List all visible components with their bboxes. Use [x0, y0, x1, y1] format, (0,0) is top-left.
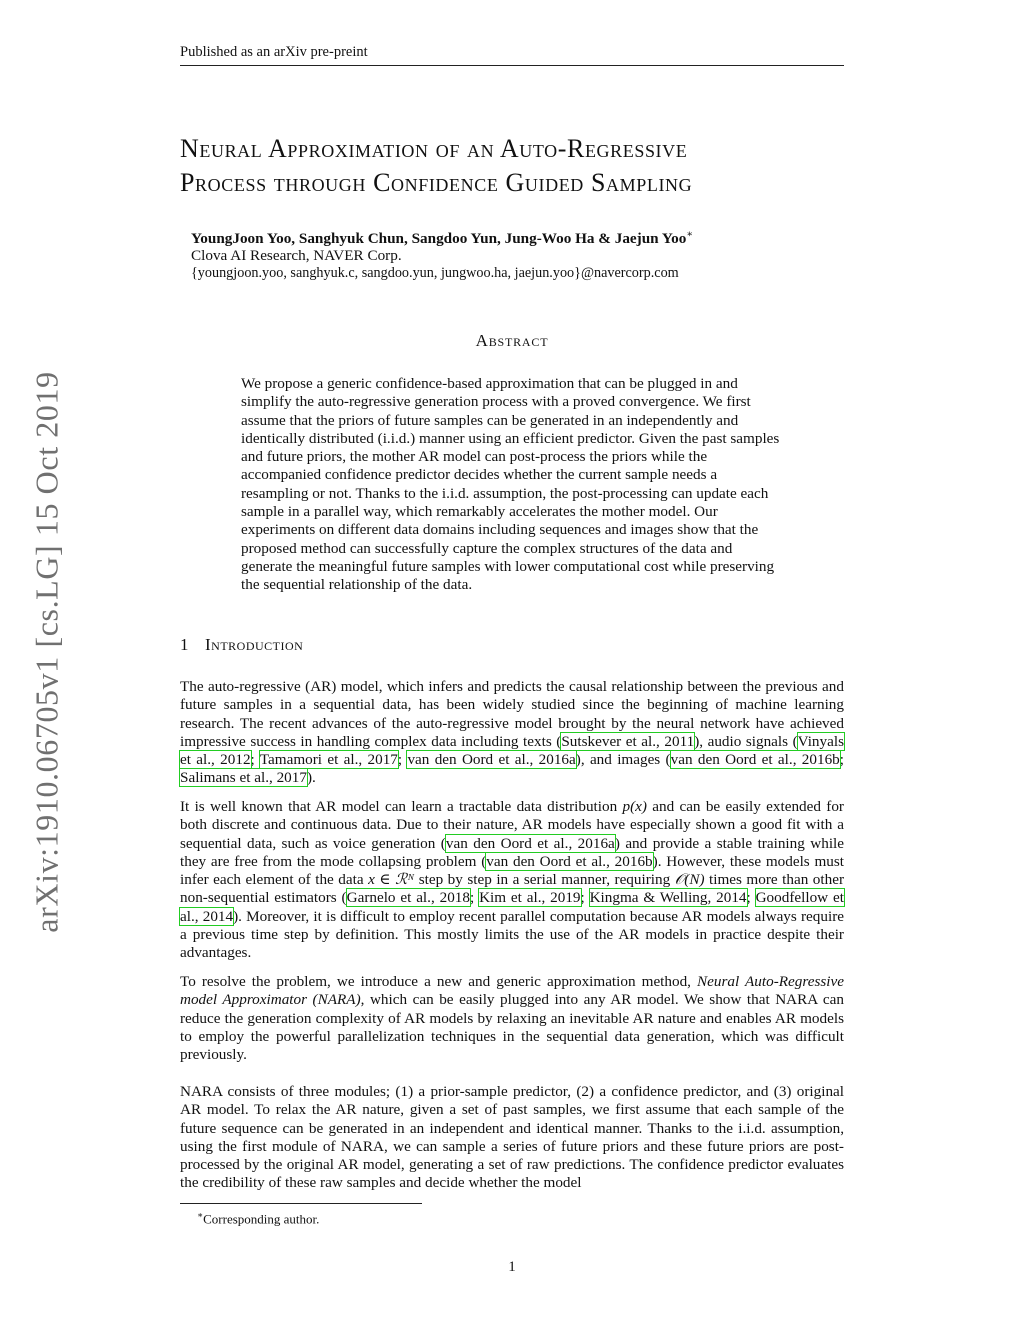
- citation-link[interactable]: van den Oord et al., 2016a: [407, 751, 576, 769]
- section-title: Introduction: [205, 635, 304, 654]
- paragraph-4: NARA consists of three modules; (1) a prior-sample predictor, (2) a confidence predictor, and (3) original AR model. To relax the AR nature, given a set of past samples, we first assume that each sample of the future sequence can be generated in an independent and identical manner. Thanks to the i.i.d. assumption, using the first module of NARA, we can sample a series of future priors and these future priors are post-processed by the original AR model, generating a set of raw predictions. The confidence predictor evaluates the credibility of these raw samples and decide whether the model: [180, 1083, 844, 1192]
- author-emails: {youngjoon.yoo, sanghyuk.c, sangdoo.yun, jungwoo.ha, jaejun.yoo}@navercorp.com: [191, 265, 679, 281]
- paragraph-2: It is well known that AR model can learn a tractable data distribution p(x) and can be easily extended for both discrete and continuous data. Due to their nature, AR models have especially shown a good fit with a sequential data, such as voice generation (van den Oord et al., 2016a) and provide a stable training while they are free from the mode collapsing problem (van den Oord et al., 2016b). However, these models must infer each element of the data x ∈ ℛᴺ step by step in a serial manner, requiring 𝒪(N) times more than other non-sequential estimators (Garnelo et al., 2018; Kim et al., 2019; Kingma & Welling, 2014; Goodfellow et al., 2014). Moreover, it is difficult to employ recent parallel computation because AR models always require a previous time step by definition. This mostly limits the use of the AR models in practice despite their advantages.: [180, 798, 845, 962]
- paper-title-line-1: Neural Approximation of an Auto-Regressive: [180, 134, 688, 163]
- author-footnote-marker: ∗: [686, 229, 694, 240]
- abstract-heading: Abstract: [475, 331, 549, 350]
- footnote-divider: [180, 1203, 422, 1204]
- citation-link[interactable]: Tamamori et al., 2017: [259, 751, 398, 769]
- method-name: Neural Auto-Regressive model Approximator (NARA): [180, 973, 844, 1009]
- citation-link[interactable]: Garnelo et al., 2018: [346, 889, 470, 907]
- author-names: YoungJoon Yoo, Sanghyuk Chun, Sangdoo Yun, Jung-Woo Ha & Jaejun Yoo: [191, 230, 687, 248]
- citation-link[interactable]: Kingma & Welling, 2014: [589, 889, 747, 907]
- citation-link[interactable]: Sutskever et al., 2011: [561, 732, 695, 750]
- citation-link[interactable]: Kim et al., 2019: [479, 889, 581, 907]
- math-expression: x ∈ ℛᴺ: [368, 871, 415, 889]
- affiliation: Clova AI Research, NAVER Corp.: [191, 247, 402, 264]
- arxiv-sidebar-stamp: arXiv:1910.06705v1 [cs.LG] 15 Oct 2019: [28, 371, 65, 933]
- running-header: Published as an arXiv pre-preint: [180, 44, 368, 60]
- paper-title-line-2: Process through Confidence Guided Sampling: [180, 168, 693, 197]
- citation-link[interactable]: van den Oord et al., 2016a: [445, 834, 615, 852]
- page-number: 1: [508, 1259, 516, 1275]
- citation-link[interactable]: Salimans et al., 2017: [180, 769, 307, 787]
- citation-link[interactable]: van den Oord et al., 2016b: [486, 852, 653, 870]
- section-number: 1: [180, 635, 189, 654]
- footnote: [197, 1210, 319, 1227]
- paragraph-3: To resolve the problem, we introduce a new and generic approximation method, Neural Auto-Regressive model Approximator (NARA), which can be easily plugged into any AR model. We show that NARA can reduce the generation complexity of AR models by relaxing an inevitable AR nature and enables AR models to employ the powerful parallelization techniques in the sequential data generation, which was difficult previously.: [180, 973, 844, 1064]
- section-1-heading: [180, 635, 303, 655]
- footnote-text: Corresponding author.: [203, 1211, 320, 1227]
- footnote-marker: ∗: [197, 1210, 204, 1220]
- citation-link[interactable]: Vinyals et al., 2012: [180, 732, 844, 769]
- math-expression: 𝒪(N): [674, 871, 705, 889]
- citation-link[interactable]: van den Oord et al., 2016b: [670, 751, 840, 769]
- author-list: [191, 229, 693, 248]
- header-divider: [180, 65, 844, 66]
- paragraph-1: The auto-regressive (AR) model, which infers and predicts the causal relationship between the previous and future samples in a sequential data, has been widely studied since the beginning of machine learning research. The recent advances of the auto-regressive model brought by the neural network have achieved impressive success in handling complex data including texts (Sutskever et al., 2011), audio signals (Vinyals et al., 2012; Tamamori et al., 2017; van den Oord et al., 2016a), and images (van den Oord et al., 2016b; Salimans et al., 2017).: [180, 678, 845, 787]
- abstract-text: We propose a generic confidence-based approximation that can be plugged in and simplify the auto-regressive generation process with a proved convergence. We first assume that the priors of future samples can be generated in an independently and identically distributed (i.i.d.) manner using an efficient predictor. Given the past samples and future priors, the mother AR model can post-process the priors while the accompanied confidence predictor decides whether the current sample needs a resampling or not. Thanks to the i.i.d. assumption, the post-processing can update each sample in a parallel way, which remarkably accelerates the mother model. Our experiments on different data domains including sequences and images show that the proposed method can successfully capture the complex structures of the data and generate the meaningful future samples with lower computational cost while preserving the sequential relationship of the data.: [241, 375, 780, 594]
- math-expression: p(x): [622, 798, 647, 815]
- citation-link[interactable]: Goodfellow et al., 2014: [180, 889, 844, 925]
